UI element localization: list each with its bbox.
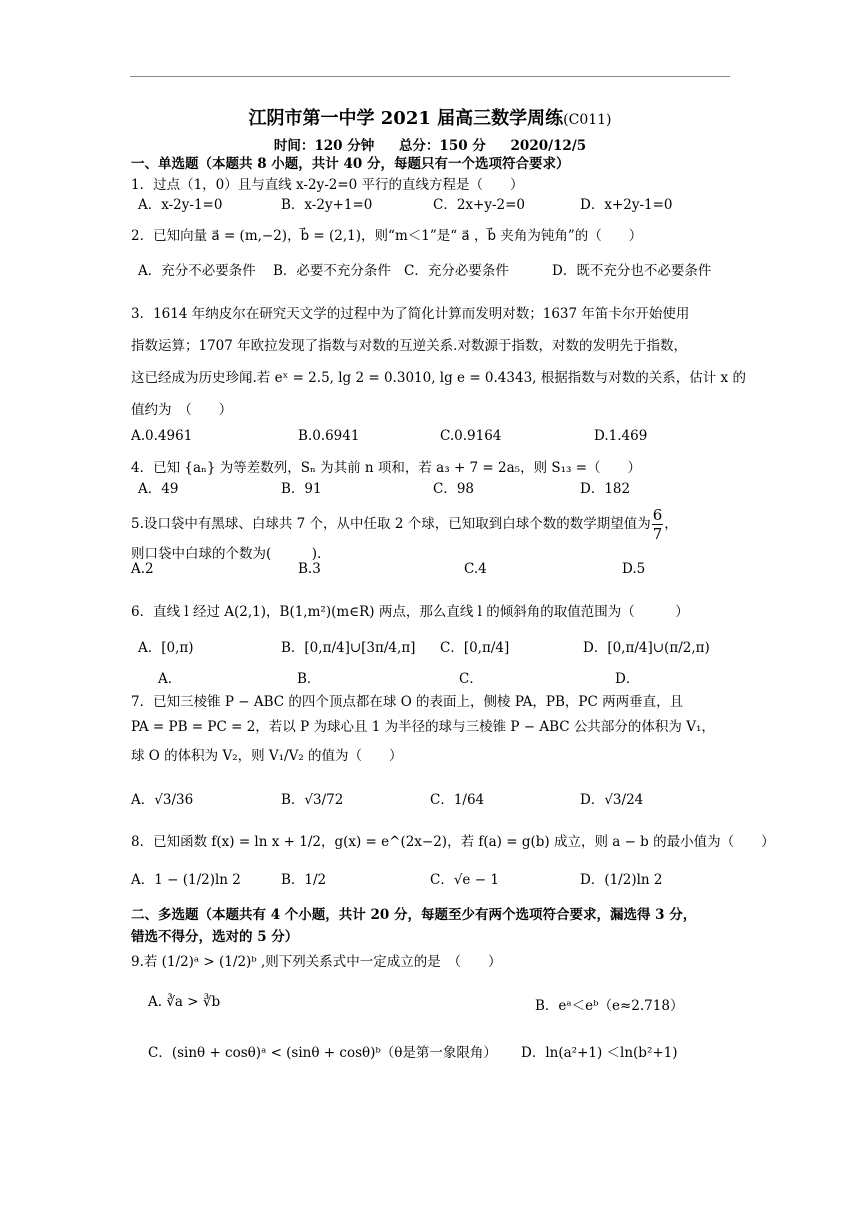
q1-option-d: D．x+2y-1=0 (580, 197, 673, 213)
q5-option-c: C.4 (464, 561, 487, 577)
q6-option-a-repeat: A． (158, 671, 182, 687)
q4-option-c: C．98 (433, 481, 475, 497)
q5-frac-den: 7 (652, 525, 663, 543)
q2-stem: 2．已知向量 a⃗ = (m,−2)，b⃗ = (2,1)，则“m＜1”是“ a⃗ ，b⃗ 夹角为钝角”的（ ） (131, 228, 643, 244)
exam-score: 总分：150 分 (398, 138, 486, 154)
q7-option-c: C．1/64 (430, 792, 485, 808)
q6-stem: 6．直线 l 经过 A(2,1)，B(1,m²)(m∈R) 两点，那么直线 l 的倾斜角的取值范围为（ ） (131, 604, 689, 620)
q6-option-d-repeat: D． (615, 671, 640, 687)
q3-line-2: 指数运算；1707 年欧拉发现了指数与对数的互逆关系.对数源于指数，对数的发明先于指数， (131, 338, 687, 354)
q6-option-b-repeat: B． (297, 671, 321, 687)
q3-option-c: C.0.9164 (440, 428, 502, 444)
q5-fraction (652, 506, 664, 543)
q4-stem: 4．已知 {aₙ} 为等差数列，Sₙ 为其前 n 项和，若 a₃ + 7 = 2a₅，则 S₁₃ =（ ） (131, 460, 642, 476)
exam-time: 时间：120 分钟 (273, 138, 375, 154)
q7-option-d: D．√3/24 (580, 792, 644, 808)
q5-frac-num: 6 (652, 506, 663, 524)
q2-option-d: D．既不充分也不必要条件 (552, 263, 712, 279)
q7-line-3: 球 O 的体积为 V₂，则 V₁/V₂ 的值为（ ） (131, 748, 403, 764)
section-2-heading-line-2: 错选不得分，选对的 5 分） (131, 929, 299, 945)
q9-option-a: A. ∛a > ∛b (148, 994, 221, 1010)
title-text: 江阴市第一中学 2021 届高三数学周练 (248, 108, 564, 129)
q6-option-b: B．[0,π/4]∪[3π/4,π] (281, 640, 416, 656)
q2-option-a: A．充分不必要条件 (138, 263, 256, 279)
q9-option-c: C．(sinθ + cosθ)ᵃ < (sinθ + cosθ)ᵇ（θ是第一象限角） (148, 1045, 497, 1061)
section-2-heading-line-1: 二、多选题（本题共有 4 个小题，共计 20 分，每题至少有两个选项符合要求，漏选得 3 分， (131, 907, 697, 923)
q5-option-a: A.2 (131, 561, 154, 577)
q7-line-1: 7．已知三棱锥 P − ABC 的四个顶点都在球 O 的表面上，侧棱 PA，PB，PC 两两垂直，且 (131, 694, 684, 710)
q3-line-1: 3．1614 年纳皮尔在研究天文学的过程中为了简化计算而发明对数；1637 年笛卡尔开始使用 (131, 306, 690, 322)
q8-option-c: C．√e − 1 (430, 872, 499, 888)
q7-option-b: B．√3/72 (281, 792, 344, 808)
q8-stem: 8．已知函数 f(x) = ln x + 1/2，g(x) = e^(2x−2)，若 f(a) = g(b) 成立，则 a − b 的最小值为（ ） (131, 834, 775, 850)
q1-option-c: C．2x+y-2=0 (433, 197, 526, 213)
header-rule (130, 76, 730, 77)
q5-line-2: 则口袋中白球的个数为( ). (131, 546, 322, 562)
q2-option-b: B．必要不充分条件 (273, 263, 391, 279)
q1-option-a: A．x-2y-1=0 (138, 197, 223, 213)
q9-option-d: D．ln(a²+1) ＜ln(b²+1) (521, 1045, 678, 1061)
q9-option-b: B．eᵃ＜eᵇ（e≈2.718） (535, 998, 684, 1014)
q7-line-2: PA = PB = PC = 2，若以 P 为球心且 1 为半径的球与三棱锥 P − ABC 公共部分的体积为 V₁， (131, 719, 715, 735)
q5-text: 5.设口袋中有黑球、白球共 7 个，从中任取 2 个球，已知取到白球个数的数学期望值为 (131, 516, 651, 532)
q8-option-a: A．1 − (1/2)ln 2 (131, 872, 241, 888)
q3-option-d: D.1.469 (594, 428, 648, 444)
q1-option-b: B．x-2y+1=0 (281, 197, 373, 213)
q2-option-c: C．充分必要条件 (404, 263, 509, 279)
q3-option-b: B.0.6941 (298, 428, 360, 444)
title-code: (C011) (563, 112, 612, 128)
q6-option-d: D．[0,π/4]∪(π/2,π) (583, 640, 710, 656)
q3-line-4: 值约为 （ ） (131, 402, 233, 418)
q5-line-1 (131, 506, 678, 543)
q7-option-a: A．√3/36 (131, 792, 194, 808)
q5-end: ， (664, 516, 678, 532)
q8-option-b: B．1/2 (281, 872, 327, 888)
exam-info (0, 134, 860, 154)
exam-date: 2020/12/5 (510, 138, 587, 154)
q4-option-a: A．49 (138, 481, 179, 497)
page-title (0, 104, 860, 130)
q4-option-d: D．182 (580, 481, 631, 497)
q8-option-d: D．(1/2)ln 2 (580, 872, 663, 888)
q1-stem: 1．过点（1，0）且与直线 x-2y-2=0 平行的直线方程是（ ） (131, 177, 524, 193)
q6-option-c-repeat: C． (459, 671, 483, 687)
q6-option-a: A．[0,π) (138, 640, 194, 656)
q3-line-3: 这已经成为历史珍闻.若 eˣ = 2.5, lg 2 = 0.3010, lg e = 0.4343, 根据指数与对数的关系，估计 x 的 (131, 370, 746, 386)
q9-stem: 9.若 (1/2)ᵃ > (1/2)ᵇ ,则下列关系式中一定成立的是 （ ） (131, 954, 502, 970)
q3-option-a: A.0.4961 (131, 428, 193, 444)
q5-option-d: D.5 (622, 561, 646, 577)
q6-option-c: C．[0,π/4] (440, 640, 510, 656)
q4-option-b: B．91 (281, 481, 322, 497)
section-1-heading: 一、单选题（本题共 8 小题，共计 40 分，每题只有一个选项符合要求） (131, 156, 570, 172)
q5-option-b: B.3 (298, 561, 321, 577)
